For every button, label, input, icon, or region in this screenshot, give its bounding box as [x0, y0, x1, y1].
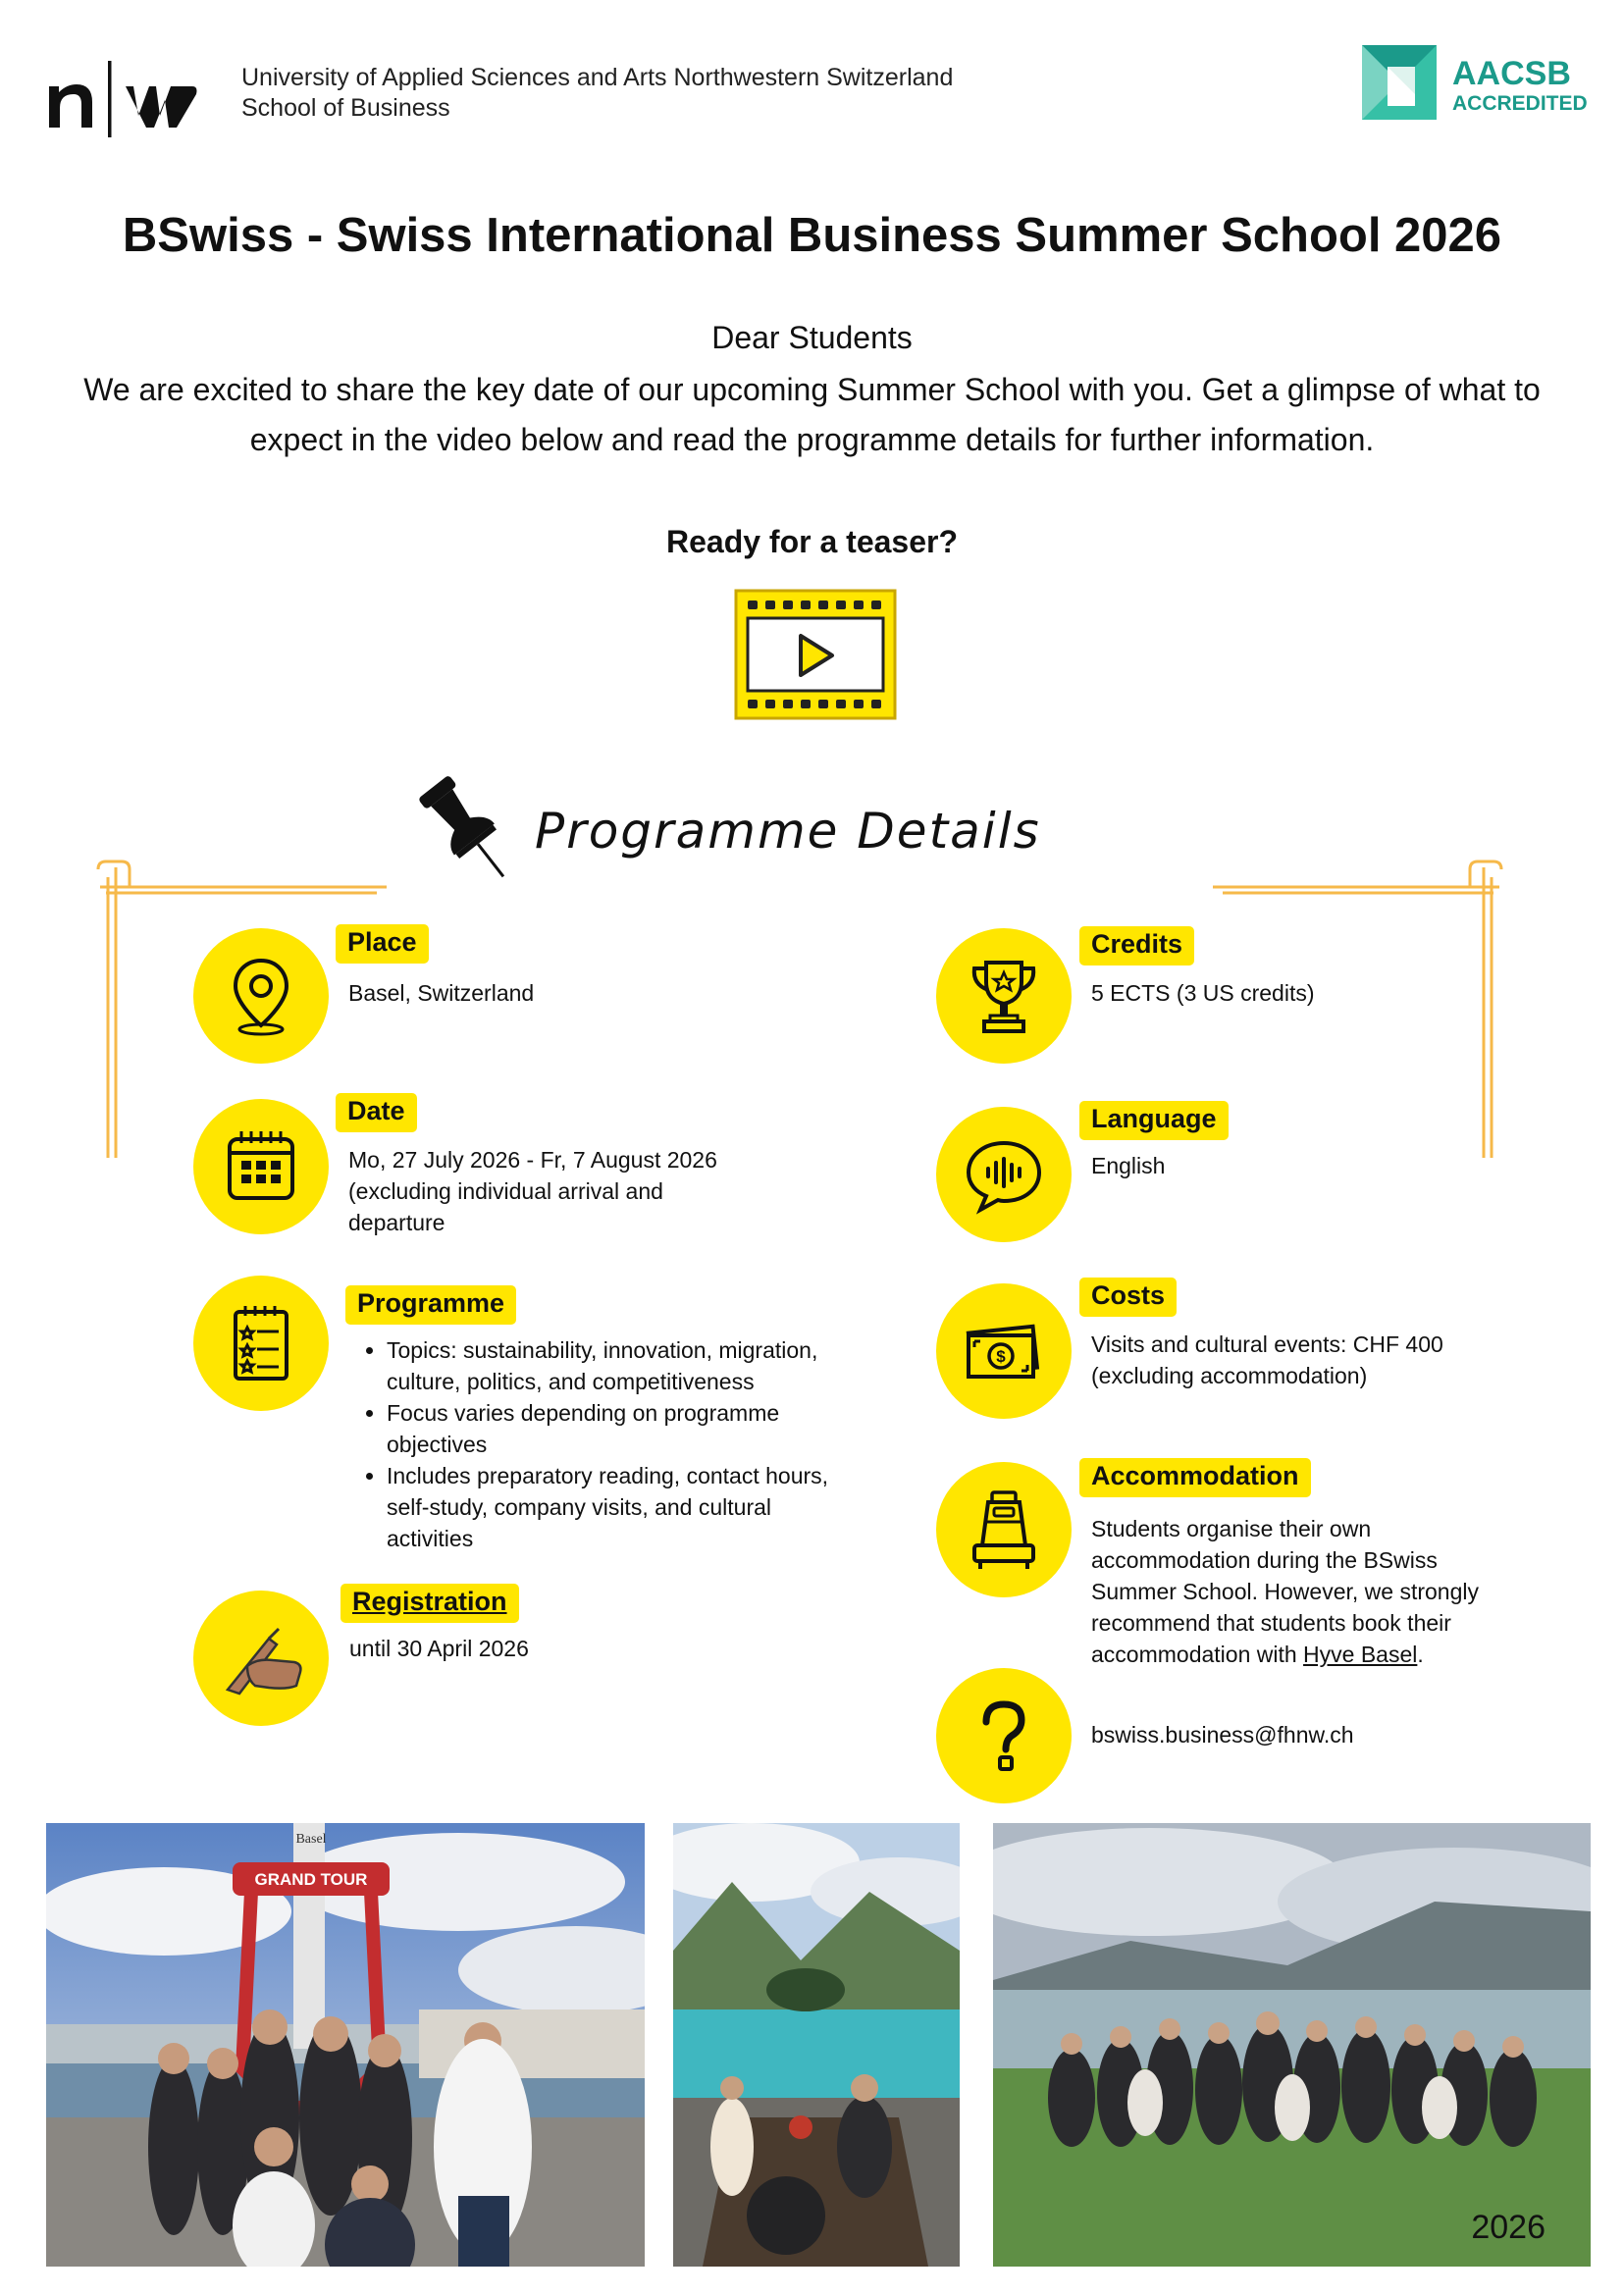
programme-bullets — [361, 1334, 842, 1554]
photo-group-basel-sign — [46, 1823, 645, 2267]
intro-paragraph: We are excited to share the key date of our upcoming Summer School with you. Get a glimpse of what to expect in the video below and read the programme details for further information. — [83, 372, 1541, 457]
registration-value: until 30 April 2026 — [349, 1636, 529, 1661]
aacsb-emblem-icon — [1362, 45, 1588, 122]
video-play-button[interactable] — [734, 589, 897, 720]
costs-label: Costs — [1079, 1278, 1177, 1317]
place-label: Place — [336, 924, 429, 964]
speech-bubble-icon — [961, 1131, 1047, 1218]
institution-line-1: University of Applied Sciences and Arts Northwestern Switzerland — [241, 64, 954, 91]
greeting: Dear Students — [711, 320, 913, 355]
programme-circle — [193, 1276, 329, 1411]
film-play-icon — [734, 589, 897, 720]
location-pin-icon — [218, 953, 304, 1039]
programme-details-heading: Programme Details — [535, 803, 1041, 860]
bed-icon — [961, 1487, 1047, 1573]
date-value: Mo, 27 July 2026 - Fr, 7 August 2026 (excluding individual arrival and departure — [348, 1147, 717, 1235]
credits-label: Credits — [1079, 926, 1194, 965]
date-circle — [193, 1099, 329, 1234]
trophy-icon — [961, 953, 1047, 1039]
programme-label: Programme — [345, 1285, 516, 1325]
programme-bullet: • Topics: sustainability, innovation, migration, culture, politics, and competitiveness — [387, 1334, 842, 1397]
credits-value: 5 ECTS (3 US credits) — [1091, 980, 1315, 1006]
programme-bullet: • Focus varies depending on programme objectives — [387, 1397, 842, 1460]
accommodation-circle — [936, 1462, 1072, 1597]
costs-circle — [936, 1283, 1072, 1419]
contact-circle — [936, 1668, 1072, 1803]
credits-circle — [936, 928, 1072, 1064]
calendar-icon — [218, 1123, 304, 1210]
writing-hand-icon — [218, 1615, 304, 1701]
aacsb-logo — [1362, 45, 1588, 122]
basel-sign-text: Basel — [295, 1832, 327, 1847]
svg-text:ACCREDITED: ACCREDITED — [1452, 92, 1588, 115]
hyve-basel-link[interactable]: Hyve Basel — [1303, 1642, 1418, 1667]
svg-text:$: $ — [996, 1347, 1006, 1366]
language-circle — [936, 1107, 1072, 1242]
date-label: Date — [336, 1093, 417, 1132]
question-mark-icon — [961, 1693, 1047, 1779]
accommodation-text-end: . — [1417, 1642, 1424, 1667]
accommodation-label: Accommodation — [1079, 1458, 1311, 1497]
place-value: Basel, Switzerland — [348, 980, 535, 1006]
registration-link[interactable]: Registration — [341, 1584, 519, 1623]
photo-year-caption: 2026 — [1471, 2209, 1545, 2246]
programme-bullet: • Includes preparatory reading, contact hours, self-study, company visits, and cultural activities — [387, 1460, 842, 1554]
push-pin-icon — [418, 771, 516, 893]
photo-lake-picnic — [673, 1823, 960, 2267]
language-value: English — [1091, 1153, 1166, 1178]
costs-value: Visits and cultural events: CHF 400 (excluding accommodation) — [1091, 1331, 1443, 1388]
accommodation-value — [1091, 1513, 1523, 1670]
photo-group-lakeside — [993, 1823, 1591, 2267]
svg-text:AACSB: AACSB — [1452, 55, 1571, 92]
accommodation-text: Students organise their own accommodation during the BSwiss Summer School. However, we strongly recommend that students book their accommodation with — [1091, 1516, 1479, 1667]
teaser-heading: Ready for a teaser? — [665, 524, 958, 559]
checklist-icon — [218, 1300, 304, 1386]
page-title: BSwiss - Swiss International Business Summer School 2026 — [122, 209, 1502, 262]
place-circle — [193, 928, 329, 1064]
institution-name — [241, 63, 953, 124]
contact-email[interactable]: bswiss.business@fhnw.ch — [1091, 1722, 1354, 1748]
registration-circle — [193, 1591, 329, 1726]
language-label: Language — [1079, 1101, 1229, 1140]
institution-line-2: School of Business — [241, 94, 450, 122]
fhnw-logo — [45, 57, 202, 139]
grand-tour-sign-text: GRAND TOUR — [254, 1870, 368, 1889]
banknote-icon — [961, 1308, 1047, 1394]
